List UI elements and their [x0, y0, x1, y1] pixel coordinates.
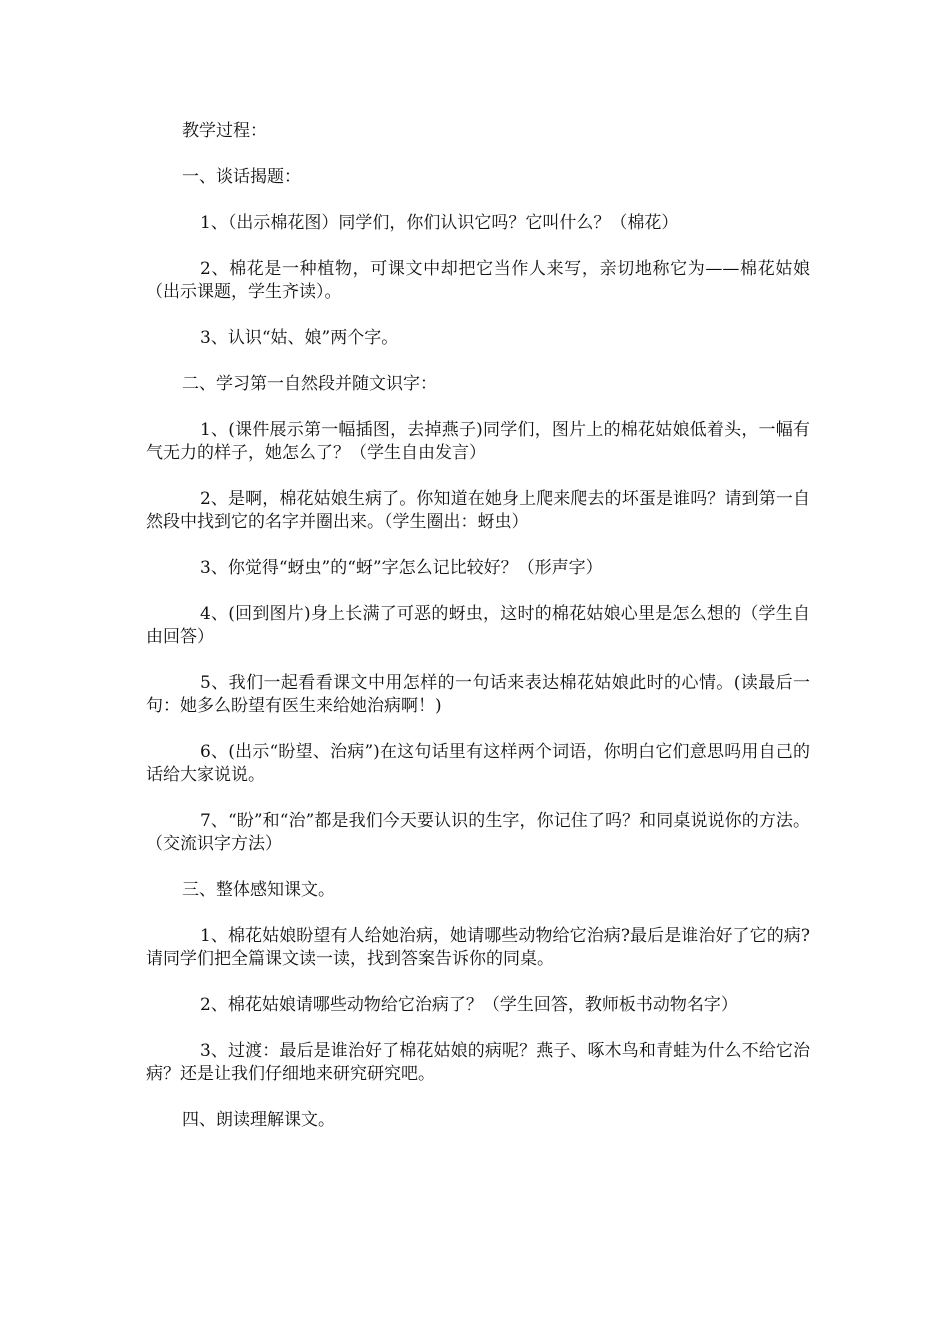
paragraph-2-7: 7、“盼”和“治”都是我们今天要认识的生字，你记住了吗？和同桌说说你的方法。（交流识字方法）: [146, 811, 810, 854]
paragraph-2-4: 4、(回到图片)身上长满了可恶的蚜虫，这时的棉花姑娘心里是怎么想的（学生自由回答）: [146, 604, 810, 647]
paragraph-2-2: 2、是啊，棉花姑娘生病了。你知道在她身上爬来爬去的坏蛋是谁吗？请到第一自然段中找到它的名字并圈出来。（学生圈出：蚜虫）: [146, 489, 810, 532]
paragraph-2-3: 3、你觉得“蚜虫”的“蚜”字怎么记比较好？（形声字）: [200, 558, 603, 578]
paragraph-3-3: 3、过渡：最后是谁治好了棉花姑娘的病呢？燕子、啄木鸟和青蛙为什么不给它治病？还是让我们仔细地来研究研究吧。: [146, 1041, 810, 1084]
paragraph-1-3: 3、认识“姑、娘”两个字。: [200, 328, 399, 348]
section-title-teaching-process: 教学过程：: [182, 121, 267, 141]
paragraph-2-1: 1、(课件展示第一幅插图，去掉燕子)同学们，图片上的棉花姑娘低着头，一幅有气无力的样子，她怎么了？（学生自由发言）: [146, 420, 810, 463]
document-body: [146, 120, 810, 1155]
paragraph-1-1: 1、（出示棉花图）同学们，你们认识它吗？它叫什么？（棉花）: [200, 213, 679, 233]
paragraph-3-1: 1、棉花姑娘盼望有人给她治病，她请哪些动物给它治病?最后是谁治好了它的病?请同学们把全篇课文读一读，找到答案告诉你的同桌。: [146, 926, 810, 969]
paragraph-2-6: 6、(出示“盼望、治病”)在这句话里有这样两个词语，你明白它们意思吗用自己的话给大家说说。: [146, 742, 810, 785]
section-heading-2: 二、学习第一自然段并随文识字：: [182, 374, 437, 394]
section-heading-4: 四、朗读理解课文。: [182, 1110, 335, 1130]
paragraph-3-2: 2、棉花姑娘请哪些动物给它治病了？（学生回答，教师板书动物名字）: [200, 995, 738, 1015]
paragraph-1-2: 2、棉花是一种植物，可课文中却把它当作人来写，亲切地称它为——棉花姑娘（出示课题，学生齐读）。: [146, 259, 810, 302]
section-heading-3: 三、整体感知课文。: [182, 880, 335, 900]
section-heading-1: 一、谈话揭题：: [182, 167, 301, 187]
paragraph-2-5: 5、我们一起看看课文中用怎样的一句话来表达棉花姑娘此时的心情。(读最后一句：她多么盼望有医生来给她治病啊！): [146, 673, 810, 716]
